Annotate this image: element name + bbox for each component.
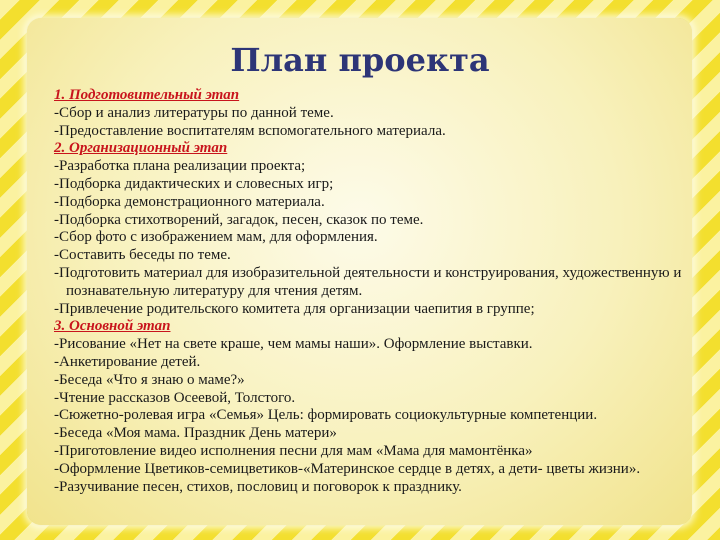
list-item: -Подборка стихотворений, загадок, песен, сказок по теме. xyxy=(54,211,424,228)
slide-title: План проекта xyxy=(230,41,490,79)
list-item: -Подготовить материал для изобразительной деятельности и конструирования, художественную и познавательную литературу для чтения детям. xyxy=(54,264,682,299)
list-item: -Подборка демонстрационного материала. xyxy=(54,193,325,210)
list-item: -Разучивание песен, стихов, пословиц и поговорок к празднику. xyxy=(54,478,462,495)
stage-heading-main: 3. Основной этап xyxy=(54,318,171,335)
list-item: -Сюжетно-ролевая игра «Семья» Цель: формировать социокультурные компетенции. xyxy=(54,407,598,424)
list-item: -Привлечение родительского комитета для организации чаепития в группе; xyxy=(54,300,535,317)
list-item: -Составить беседы по теме. xyxy=(54,247,231,264)
list-item: -Разработка плана реализации проекта; xyxy=(54,158,306,175)
stage-heading-preparatory: 1. Подготовительный этап xyxy=(54,87,240,103)
list-item: -Анкетирование детей. xyxy=(54,353,201,370)
stage-heading-organizational: 2. Организационный этап xyxy=(54,140,228,157)
list-item: -Рисование «Нет на свете краше, чем мамы наши». Оформление выставки. xyxy=(54,336,533,353)
list-item: -Подборка дидактических и словесных игр; xyxy=(54,175,334,192)
list-item: -Приготовление видео исполнения песни для мам «Мама для мамонтёнка» xyxy=(54,442,533,459)
list-item: -Беседа «Что я знаю о маме?» xyxy=(54,371,245,388)
list-item: -Сбор и анализ литературы по данной теме. xyxy=(54,104,334,121)
list-item: -Беседа «Моя мама. Праздник День матери» xyxy=(54,425,337,442)
list-item: -Чтение рассказов Осеевой, Толстого. xyxy=(54,389,296,406)
list-item: -Оформление Цветиков-семицветиков-«Материнское сердце в детях, а дети- цветы жизни». xyxy=(54,460,641,477)
list-item: -Предоставление воспитателям вспомогательного материала. xyxy=(54,122,446,139)
list-item: -Сбор фото с изображением мам, для оформления. xyxy=(54,229,378,246)
project-plan-list xyxy=(54,87,684,496)
